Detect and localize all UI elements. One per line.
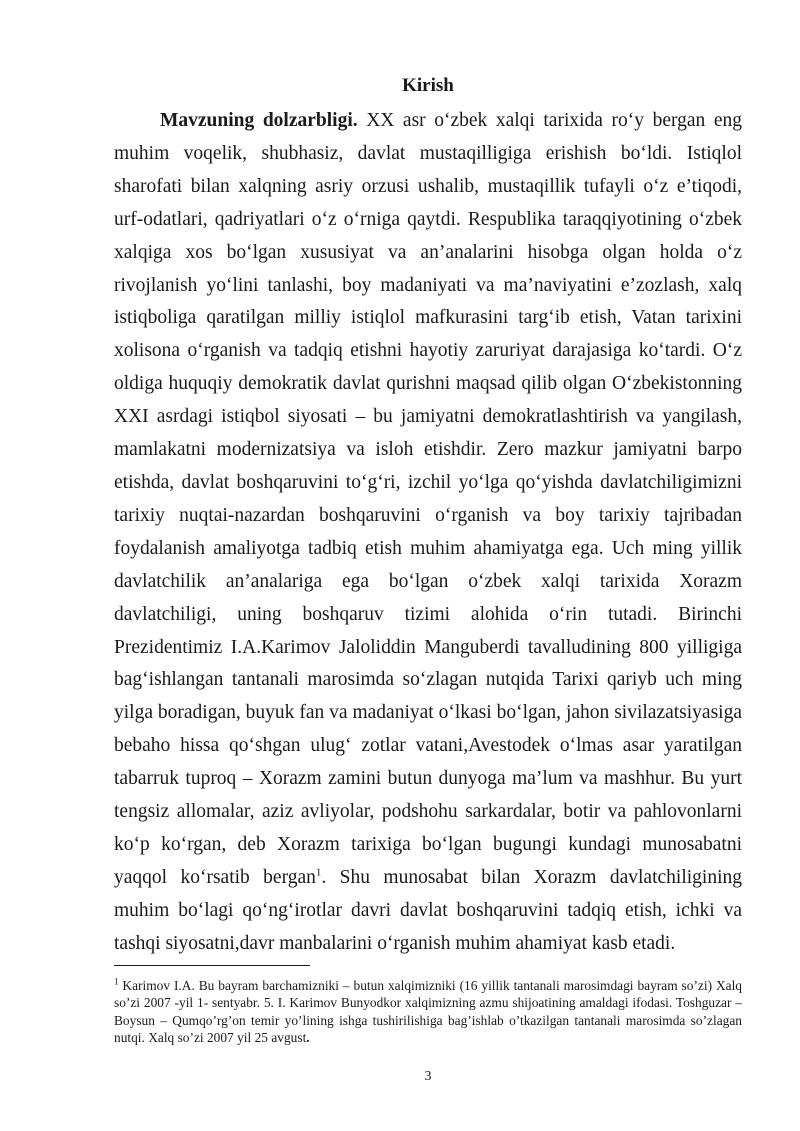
page-number: 3 bbox=[424, 1069, 432, 1084]
footnote-text: Karimov I.A. Bu bayram barchamizniki – butun xalqimizniki (16 yillik tantanali marosimdagi bayram so’zi) Xalq so’zi 2007 -yil 1- sentyabr. 5. I. Karimov Bunyodkor xalqimizning azmu shijoatining amaldagi ifodasi. Toshguzar – Boysun – Qumqo’rg’on temir yo’lining ishga tushirilishiga bag’ishlab o’tkazilgan tantanali marosimda so’zlagan nutqi. Xalq so’zi 2007 yil 25 avgust bbox=[114, 978, 742, 1045]
footnote-reference[interactable]: 1 bbox=[315, 866, 322, 879]
footnote-marker: 1 bbox=[114, 976, 119, 987]
body-paragraph bbox=[114, 105, 742, 961]
section-title: Kirish bbox=[402, 75, 454, 96]
footnote bbox=[114, 977, 742, 1046]
paragraph-lead: Mavzuning dolzarbligi. bbox=[160, 110, 358, 131]
footnote-end: . bbox=[306, 1029, 310, 1045]
paragraph-text-part1: XX asr o‘zbek xalqi tarixida ro‘y bergan eng muhim voqelik, shubhasiz, davlat mustaqilligiga erishish bo‘ldi. Istiqlol sharofati bilan xalqning asriy orzusi ushalib, mustaqillik tufayli o‘z e’tiqodi, urf-odatlari, qadriyatlari o‘z o‘rniga qaytdi. Respublika taraqqiyotining o‘zbek xalqiga xos bo‘lgan xususiyat va an’analarini hisobga olgan holda o‘z rivojlanish yo‘lini tanlashi, boy madaniyati va ma’naviyatini e’zozlash, xalq istiqboliga qaratilgan milliy istiqlol mafkurasini targ‘ib etish, Vatan tarixini xolisona o‘rganish va tadqiq etishni hayotiy zaruriyat darajasiga ko‘tardi. O‘z oldiga huquqiy demokratik davlat qurishni maqsad qilib olgan O‘zbekistonning XXI asrdagi istiqbol siyosati – bu jamiyatni demokratlashtirish va yangilash, mamlakatni modernizatsiya va isloh etishdir. Zero mazkur jamiyatni barpo etishda, davlat boshqaruvini to‘g‘ri, izchil yo‘lga qo‘yishda davlatchiligimizni tarixiy nuqtai-nazardan boshqaruvini o‘rganish va boy tarixiy tajribadan foydalanish amaliyotga tadbiq etish muhim ahamiyatga ega. Uch ming yillik davlatchilik an’analariga ega bo‘lgan o‘zbek xalqi tarixida Xorazm davlatchiligi, uning boshqaruv tizimi alohida o‘rin tutadi. Birinchi Prezidentimiz I.A.Karimov Jaloliddin Manguberdi tavalludining 800 yilligiga bag‘ishlangan tantanali marosimda so‘zlagan nutqida Tarixi qariyb uch ming yilga boradigan, buyuk fan va madaniyat o‘lkasi bo‘lgan, jahon sivilazatsiyasiga bebaho hissa qo‘shgan ulug‘ zotlar vatani,Avestodek o‘lmas asar yaratilgan tabarruk tuproq – Xorazm zamini butun dunyoga ma’lum va mashhur. Bu yurt tengsiz allomalar, aziz avliyolar, podshohu sarkardalar, botir va pahlovonlarni ko‘p ko‘rgan, deb Xorazm tarixiga bo‘lgan bugungi kundagi munosabatni yaqqol ko‘rsatib bergan bbox=[114, 110, 742, 888]
footnote-separator bbox=[114, 965, 310, 966]
paragraph-text-part2: . Shu munosabat bilan Xorazm davlatchiligining muhim bo‘lagi qo‘ng‘irotlar davri davlat boshqaruvini tadqiq etish, ichki va tashqi siyosatni,davr manbalarini o‘rganish muhim ahamiyat kasb etadi. bbox=[114, 866, 743, 954]
